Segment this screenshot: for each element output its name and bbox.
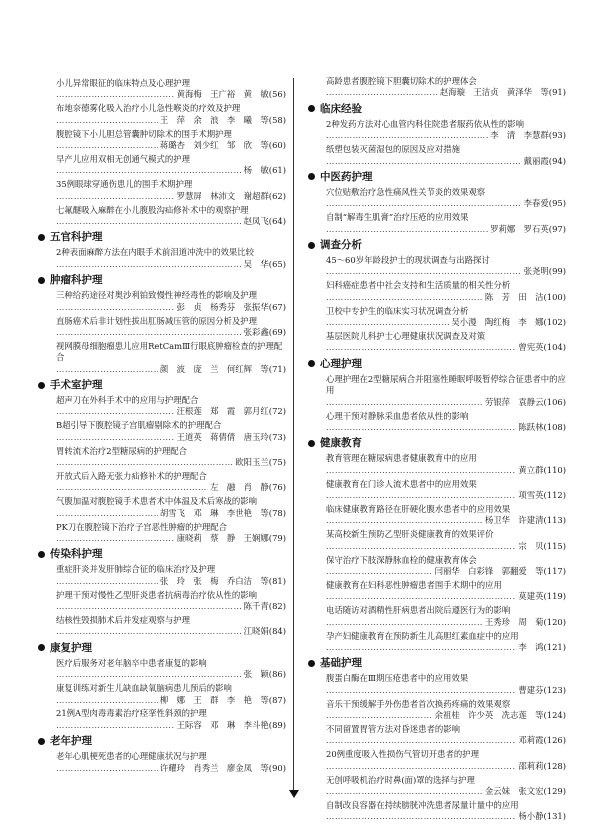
toc-left-column [38, 78, 286, 777]
leader-dots [326, 761, 516, 772]
article-title: 电话随访对酒精性肝病患者出院后遵医行为的影响 [326, 605, 511, 616]
section-title: 调查分析 [320, 239, 362, 252]
article-title: 保守治疗下肢深静脉血栓的健康教育体会 [326, 554, 477, 565]
bullet-icon [38, 382, 45, 389]
article-title: 超声刀在外科手术中的应用与护理配合 [56, 395, 199, 406]
leader-dots [326, 465, 516, 476]
bullet-icon [308, 660, 315, 667]
article-authors-page: 康晓莉 蔡 静 王娴娜(79) [176, 533, 286, 543]
article-authors-page: 陈 芳 田 洁(100) [484, 291, 566, 302]
article-authors-page: 赵凤飞(64) [243, 215, 286, 226]
article-authors-page: 左 融 肖 静(76) [210, 482, 286, 493]
article-authors-page: 李 鸿(121) [518, 641, 566, 652]
section-title: 心理护理 [320, 357, 362, 370]
section-title: 手术室护理 [50, 379, 103, 392]
toc-entry[interactable] [38, 751, 286, 774]
leader-dots [326, 515, 483, 526]
article-title: 20例重度吸入性损伤气管切开患者的护理 [326, 749, 480, 760]
article-title: 穴位贴敷治疗急性痛风性关节炎的效果观察 [326, 186, 486, 197]
article-authors-page: 李春爱(95) [523, 198, 566, 209]
article-authors-page: 戴丽霞(94) [523, 155, 566, 166]
article-authors-page: 王道英 蒋倩倩 唐玉玲(73) [176, 431, 286, 442]
leader-dots [56, 626, 242, 637]
leader-dots [56, 259, 242, 270]
article-authors-page: 杨小静(131) [518, 811, 566, 822]
leader-dots [56, 576, 158, 587]
article-title: 2种发药方法对心血管内科住院患者服药依从性的影响 [326, 118, 524, 129]
section-heading [38, 230, 286, 244]
leader-dots [326, 422, 516, 433]
leader-dots [326, 292, 483, 303]
leader-dots [326, 710, 433, 721]
bullet-icon [308, 440, 315, 447]
bullet-icon [38, 644, 45, 651]
article-title: 某高校新生预防乙型肝炎健康教育的效果评价 [326, 529, 494, 540]
article-title: 高龄患者腹腔镜下胆囊切除术的护理体会 [326, 76, 477, 86]
section-title: 老年护理 [50, 735, 92, 748]
leader-dots [326, 591, 516, 602]
leader-dots [56, 364, 158, 375]
article-title: 心理护理在2型糖尿病合并阻塞性睡眠呼吸暂停综合征患者中的应用 [326, 373, 566, 396]
toc-entry[interactable] [308, 749, 566, 772]
toc-entry[interactable] [308, 453, 566, 476]
article-authors-page: 李 清 李慧群(93) [490, 130, 566, 141]
article-title: 七氟醚吸入麻醉在小儿腹股沟疝修补术中的观察护理 [56, 204, 249, 215]
article-title: 自制改良容器在持续膀胱冲洗患者尿量计量中的应用 [326, 799, 519, 810]
bullet-icon [308, 242, 315, 249]
toc-entry[interactable] [38, 154, 286, 177]
toc-entry[interactable] [308, 187, 566, 210]
article-authors-page: 宗 贝(115) [518, 540, 566, 551]
article-title: 健康教育在门诊人流术患者中的应用效果 [326, 478, 477, 489]
bullet-icon [308, 360, 315, 367]
article-title: 小儿异常眼征的临床特点及心理护理 [56, 78, 190, 88]
article-title: 重症肝炎并发肝肺综合征的临床治疗及护理 [56, 564, 216, 575]
article-title: 医疗后服务对老年脑卒中患者康复的影响 [56, 657, 207, 668]
article-authors-page: 颜 波 庞 兰 何红辉 等(71) [159, 363, 286, 374]
leader-dots [56, 89, 175, 100]
toc-entry[interactable] [308, 144, 566, 167]
leader-dots [326, 198, 522, 209]
article-authors-page: 莫建英(119) [518, 591, 566, 602]
leader-dots [326, 490, 516, 501]
leader-dots [326, 566, 433, 577]
article-authors-page: 吴小漫 陶红梅 李 娜(102) [451, 317, 566, 328]
article-authors-page: 曾宪英(104) [518, 342, 566, 353]
article-title: 45～60岁年龄段护士的现状调查与出路探讨 [326, 255, 490, 266]
article-title: 自制“解毒生肌膏”治疗压疮的应用效果 [326, 212, 469, 223]
article-authors-page: 杨 敏(61) [243, 165, 286, 176]
section-title: 康复护理 [50, 641, 92, 654]
toc-entry[interactable] [38, 522, 286, 545]
leader-dots [326, 130, 488, 141]
leader-dots [56, 140, 158, 151]
article-title: 教育管理在糖尿病患者健康教育中的应用 [326, 453, 477, 464]
leader-dots [326, 617, 483, 628]
section-heading [308, 357, 566, 371]
article-authors-page: 张彩鑫(69) [243, 326, 286, 337]
article-title: 孕产妇健康教育在预防新生儿高胆红素血症中的应用 [326, 630, 519, 641]
leader-dots [56, 457, 233, 468]
section-heading [308, 656, 566, 670]
toc-entry[interactable] [38, 247, 286, 270]
article-title: 胃转流术治疗2型糖尿病的护理配合 [56, 445, 187, 456]
section-heading [38, 273, 286, 287]
leader-dots [326, 156, 522, 167]
leader-dots [326, 87, 438, 98]
section-heading [38, 641, 286, 655]
toc-entry[interactable] [308, 529, 566, 552]
article-title: 音乐干预缓解手外伤患者首次换药疼痛的效果观察 [326, 698, 511, 709]
toc-entry[interactable] [38, 420, 286, 443]
article-title: PK刀在腹腔镜下治疗子宫恶性肿瘤的护理配合 [56, 521, 228, 532]
section-heading [308, 102, 566, 116]
leader-dots [56, 669, 242, 680]
toc-entry[interactable] [38, 615, 286, 638]
bullet-icon [308, 105, 315, 112]
toc-entry[interactable] [308, 673, 566, 696]
article-title: 康复训练对新生儿缺血缺氧脑病患儿预后的影响 [56, 683, 232, 694]
leader-dots [56, 406, 175, 417]
article-authors-page: 柳 娜 王 群 李 艳 等(87) [159, 694, 286, 705]
leader-dots [56, 216, 242, 227]
article-title: 不同留置胃管方法对昏迷患者的影响 [326, 723, 460, 734]
toc-entry[interactable] [38, 708, 286, 731]
toc-entry[interactable] [38, 471, 286, 494]
section-title: 传染科护理 [50, 548, 103, 561]
bullet-icon [38, 738, 45, 745]
leader-dots [326, 397, 483, 408]
article-authors-page: 罗莉娜 罗石英(97) [490, 223, 566, 234]
toc-entry[interactable] [308, 331, 566, 354]
leader-dots [326, 317, 449, 328]
section-title: 肿瘤科护理 [50, 274, 103, 287]
toc-entry[interactable] [38, 446, 286, 469]
toc-entry[interactable] [308, 411, 566, 434]
article-authors-page: 江晓娟(84) [243, 626, 286, 637]
divider-arrow-icon [289, 790, 299, 798]
toc-entry[interactable] [38, 341, 286, 375]
toc-entry[interactable] [38, 290, 286, 313]
section-heading [308, 170, 566, 184]
article-authors-page: 张尧明(99) [523, 266, 566, 277]
toc-entry[interactable] [38, 78, 286, 101]
article-authors-page: 邓莉霞(126) [518, 735, 566, 746]
toc-entry[interactable] [308, 306, 566, 329]
article-authors-page: 彭 贞 杨秀芬 张振华(67) [176, 301, 286, 312]
leader-dots [326, 811, 516, 822]
toc-entry[interactable] [308, 280, 566, 303]
leader-dots [56, 695, 158, 706]
section-title: 中医药护理 [320, 170, 373, 183]
article-authors-page: 罗慧屏 林沛文 谢超群(62) [176, 190, 286, 201]
section-heading [308, 436, 566, 450]
toc-entry[interactable] [308, 119, 566, 142]
article-title: 腹腔镜下小儿胆总管囊肿切除术的围手术期护理 [56, 128, 232, 139]
toc-entry[interactable] [308, 699, 566, 722]
column-divider [293, 78, 294, 794]
leader-dots [56, 601, 242, 612]
article-title: 直肠癌术后非计划性拔出肛肠减压管的原因分析及护理 [56, 315, 257, 326]
toc-entry[interactable] [308, 374, 566, 408]
article-authors-page: 陈跃林(108) [518, 421, 566, 432]
leader-dots [56, 763, 158, 774]
article-authors-page: 汪根莲 郑 霞 郭月红(72) [176, 406, 286, 417]
article-authors-page: 黄海梅 王广裕 黄 敏(56) [176, 89, 286, 100]
article-authors-page: 蒋璐杏 刘少红 邹 欣 等(60) [159, 140, 286, 151]
section-heading [38, 734, 286, 748]
article-authors-page: 胡雪飞 邓 琳 李世艳 等(78) [159, 507, 286, 518]
article-title: 开放式后入路无张力疝修补术的护理配合 [56, 470, 207, 481]
leader-dots [326, 786, 483, 797]
article-authors-page: 陈千青(82) [243, 601, 286, 612]
toc-entry[interactable] [308, 775, 566, 798]
toc-entry[interactable] [38, 205, 286, 228]
bullet-icon [308, 173, 315, 180]
leader-dots [56, 482, 208, 493]
leader-dots [326, 266, 522, 277]
article-authors-page: 张 玲 张 梅 乔白洁 等(81) [159, 575, 286, 586]
leader-dots [56, 191, 175, 202]
toc-entry[interactable] [308, 212, 566, 235]
article-authors-page: 余祖桂 许少英 冼志莲 等(124) [434, 710, 566, 721]
toc-entry[interactable] [308, 724, 566, 747]
article-title: 三种给药途径对奥沙利铂致慢性神经毒性的影响及护理 [56, 290, 257, 301]
article-authors-page: 邵莉莉(128) [518, 760, 566, 771]
article-title: 视网膜母细胞瘤患儿应用RetCamⅢ行眼底肿瘤检查的护理配合 [56, 340, 283, 363]
toc-entry[interactable] [38, 564, 286, 587]
toc-entry[interactable] [38, 129, 286, 152]
toc-entry[interactable] [38, 496, 286, 519]
leader-dots [326, 541, 516, 552]
leader-dots [56, 508, 158, 519]
leader-dots [326, 342, 516, 353]
toc-entry[interactable] [308, 631, 566, 654]
toc-entry[interactable] [308, 479, 566, 502]
article-title: 布地奈德雾化吸入治疗小儿急性喉炎的疗效及护理 [56, 103, 241, 114]
toc-entry[interactable] [38, 179, 286, 202]
article-title: 卫校中专护生的临床实习状况调查分析 [326, 305, 469, 316]
section-heading [308, 238, 566, 252]
article-authors-page: 吴 华(65) [243, 258, 286, 269]
leader-dots [56, 302, 175, 313]
article-authors-page: 张 颖(86) [243, 669, 286, 680]
article-authors-page: 许耀玲 肖秀兰 廖金凤 等(90) [159, 762, 286, 773]
leader-dots [326, 224, 488, 235]
toc-entry[interactable] [38, 395, 286, 418]
article-title: 早产儿应用双相无创通气模式的护理 [56, 153, 190, 164]
article-authors-page: 赵海璇 王洁贞 黄泽华 等(91) [439, 87, 566, 98]
bullet-icon [38, 277, 45, 284]
leader-dots [56, 432, 175, 443]
toc-entry[interactable] [38, 316, 286, 339]
article-authors-page: 王秀珍 周 菊(120) [484, 616, 566, 627]
toc-entry[interactable] [308, 580, 566, 603]
article-title: 纸塑包装灭菌湿包的原因及应对措施 [326, 144, 460, 155]
article-authors-page: 金云妹 张文宏(129) [484, 786, 566, 796]
toc-entry[interactable] [308, 555, 566, 578]
section-title: 基础护理 [320, 657, 362, 670]
section-title: 临床经验 [320, 102, 362, 115]
toc-entry[interactable] [308, 605, 566, 628]
article-authors-page: 项雪英(112) [518, 490, 566, 501]
article-title: 无创呼吸机治疗时鼻(面)罩的选择与护理 [326, 774, 475, 785]
article-title: 腹蛋白酶在Ⅲ期压疮患者中的应用效果 [326, 673, 469, 684]
leader-dots [326, 642, 516, 653]
article-title: 基层医院儿科护士心理健康状况调查及对策 [326, 331, 486, 341]
toc-entry[interactable] [308, 504, 566, 527]
leader-dots [56, 327, 242, 338]
article-title: 21例A型肉毒毒素治疗痉挛性斜颈的护理 [56, 708, 207, 719]
article-title: 健康教育在妇科恶性肿瘤患者围手术期中的应用 [326, 579, 502, 590]
article-authors-page: 闫丽华 白彩锋 郭翻爱 等(117) [434, 566, 566, 576]
article-authors-page: 杨卫华 许建清(113) [484, 515, 566, 526]
article-title: 护理干预对慢性乙型肝炎患者抗病毒治疗依从性的影响 [56, 589, 257, 600]
article-title: 35例眼球穿通伤患儿的围手术期护理 [56, 179, 193, 190]
article-authors-page: 劳银萍 袁静云(106) [484, 396, 566, 407]
article-authors-page: 欧阳玉兰(75) [235, 457, 286, 468]
section-heading [38, 547, 286, 561]
toc-entry[interactable] [38, 683, 286, 706]
article-authors-page: 王 萍 余 浪 李 曦 等(58) [159, 114, 286, 125]
article-title: B超引导下腹腔镜子宫肌瘤剔除术的护理配合 [56, 420, 222, 431]
bullet-icon [38, 234, 45, 241]
toc-entry[interactable] [308, 255, 566, 278]
article-title: 心理干预对静脉采血患者依从性的影响 [326, 410, 469, 421]
leader-dots [56, 720, 175, 731]
article-title: 妇科癌症患者中社会支持和生活质量的相关性分析 [326, 280, 511, 291]
article-title: 结核性毁损肺术后并发症观察与护理 [56, 615, 190, 626]
toc-entry[interactable] [308, 76, 566, 99]
section-title: 健康教育 [320, 437, 362, 450]
toc-entry[interactable] [308, 800, 566, 823]
article-title: 气腹加温对腹腔镜手术患者术中体温及术后寒战的影响 [56, 496, 257, 507]
leader-dots [326, 735, 516, 746]
toc-entry[interactable] [38, 590, 286, 613]
toc-entry[interactable] [38, 658, 286, 681]
leader-dots [56, 533, 175, 544]
leader-dots [56, 115, 158, 126]
article-title: 临床健康教育路径在肝硬化腹水患者中的应用效果 [326, 503, 511, 514]
leader-dots [326, 685, 516, 696]
section-title: 五官科护理 [50, 231, 103, 244]
article-title: 2种表面麻醉方法在内眼手术前泪道冲洗中的效果比较 [56, 247, 254, 258]
article-authors-page: 曹建芬(123) [518, 684, 566, 695]
section-heading [38, 378, 286, 392]
article-authors-page: 王际容 邓 琳 李斗艳(89) [176, 719, 286, 730]
article-authors-page: 黄立群(110) [518, 464, 566, 475]
toc-entry[interactable] [38, 103, 286, 126]
article-title: 老年心肌梗死患者的心理健康状况与护理 [56, 751, 207, 762]
bullet-icon [38, 551, 45, 558]
toc-right-column [308, 76, 566, 825]
leader-dots [56, 165, 242, 176]
